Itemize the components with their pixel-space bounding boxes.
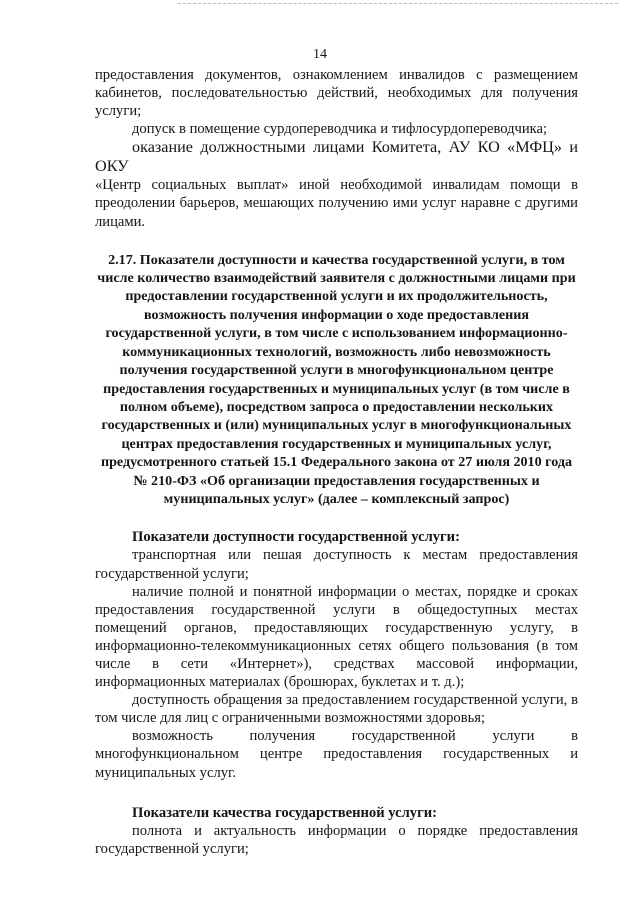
accessibility-title: Показатели доступности государственной услуги: bbox=[132, 529, 460, 546]
quality-item: полнота и актуальность информации о порядке предоставления государственной услуги; bbox=[95, 822, 578, 857]
paragraph-assistance: «Центр социальных выплат» иной необходимой инвалидам помощи в преодолении барьеров, мешающих получению ими услуг наравне с другими лицами. bbox=[95, 177, 578, 230]
paragraph-interpreter: допуск в помещение сурдопереводчика и тифлосурдопереводчика; bbox=[132, 121, 548, 138]
paragraph-documents: предоставления документов, ознакомлением инвалидов с размещением кабинетов, последовательностью действий, необходимых для получения услуги; bbox=[95, 67, 578, 120]
section-heading-2-17: 2.17. Показатели доступности и качества государственной услуги, в том числе количество взаимодействий заявителя с должностными лицами при предоставлении государственной услуги и их продолжительность, возможность получения информации о ходе предоставления государственной услуги, в том числе с использованием информационно-коммуникационных технологий, возможность либо невозможность получения государственной услуги в многофункциональном центре предоставления государственных и муниципальных услуг (в том числе в полном объеме), посредством запроса о предоставлении нескольких государственных и (или) муниципальных услуг в многофункциональных центрах предоставления государственных и муниципальных услуг, предусмотренного статьей 15.1 Федерального закона от 27 июля 2010 года № 210-ФЗ «Об организации предоставления государственных и муниципальных услуг» (далее – комплексный запрос) bbox=[97, 251, 576, 507]
paragraph-assistance-line: оказание должностными лицами Комитета, АУ КО «МФЦ» и ОКУ bbox=[95, 138, 578, 176]
accessibility-item: транспортная или пешая доступность к местам предоставления государственной услуги; bbox=[95, 547, 578, 582]
quality-title: Показатели качества государственной услуги: bbox=[132, 804, 437, 821]
accessibility-item: возможность получения государственной услуги в многофункциональном центре предоставления государственных и муниципальных услуг. bbox=[95, 728, 578, 781]
accessibility-item: доступность обращения за предоставлением государственной услуги, в том числе для лиц с ограниченными возможностями здоровья; bbox=[95, 692, 578, 727]
accessibility-item: наличие полной и понятной информации о местах, порядке и сроках предоставления государственной услуги в общедоступных местах помещений органов, предоставляющих государственную услугу, в информационно-телекоммуникационных сетях общего пользования (в том числе в сети «Интернет»), средствах массовой информации, информационных материалах (брошюрах, буклетах и т. д.); bbox=[95, 583, 578, 691]
page-number: 14 bbox=[313, 47, 327, 62]
scan-top-edge bbox=[178, 3, 618, 4]
document-body bbox=[95, 66, 578, 858]
